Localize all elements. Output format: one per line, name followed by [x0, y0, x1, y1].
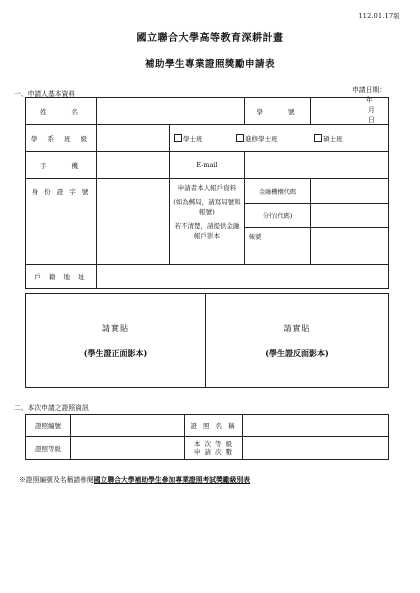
- version-label: 112.01.17版: [358, 12, 400, 20]
- account-number-field[interactable]: [311, 228, 389, 265]
- cert-level-field[interactable]: [71, 437, 185, 460]
- account-number-label: 帳號: [245, 228, 311, 265]
- apply-count-label-line1: 本 次 等 級: [193, 440, 234, 448]
- photo-back-caption: (學生證反面影本): [265, 347, 329, 358]
- cert-level-label: 證照等級: [26, 437, 71, 460]
- cert-name-field[interactable]: [243, 415, 389, 437]
- date-month-label: 月: [368, 106, 375, 114]
- date-day-label: 日: [368, 116, 375, 124]
- apply-count-label-line2: 申 請 次 數: [193, 448, 234, 456]
- certificate-table: [25, 414, 389, 460]
- name-field[interactable]: [97, 98, 245, 125]
- degree-options: [170, 125, 389, 152]
- bank-code-label: 金融機構代碼: [245, 179, 311, 204]
- student-id-label: 學 號: [245, 98, 311, 125]
- checkbox-icon[interactable]: [236, 134, 244, 142]
- student-id-field[interactable]: [311, 98, 389, 125]
- photo-back-area[interactable]: [206, 294, 389, 388]
- dept-label: 學 系 班 級: [26, 125, 97, 152]
- checkbox-icon[interactable]: [314, 134, 322, 142]
- form-title: 補助學生專業證照獎勵申請表: [144, 59, 275, 70]
- option-bachelor[interactable]: [174, 134, 234, 143]
- cert-no-field[interactable]: [71, 415, 185, 437]
- account-note-line1: 申請者本人帳戶資料: [177, 184, 237, 192]
- section2-heading: 二、本次申請之證照資訊: [14, 404, 89, 412]
- address-label: 戶 籍 地 址: [26, 265, 97, 289]
- option-label: 進修學士班: [245, 134, 278, 143]
- checkbox-icon[interactable]: [174, 134, 182, 142]
- photo-front-area[interactable]: [26, 294, 206, 388]
- photo-back-instruction: 請實貼: [283, 323, 311, 333]
- basic-info-table: [25, 97, 389, 289]
- date-year-label: 年: [366, 96, 373, 104]
- account-note: [170, 179, 245, 265]
- cert-name-label: 證 照 名 稱: [185, 415, 243, 437]
- branch-label: 分行(代碼): [245, 204, 311, 228]
- apply-count-label: [185, 437, 243, 460]
- email-label: E-mail: [170, 152, 245, 179]
- phone-label: 手 機: [26, 152, 97, 179]
- photo-front-caption: (學生證正面影本): [83, 347, 148, 358]
- id-number-field[interactable]: [97, 179, 170, 265]
- account-note-line2: (如為郵局，請寫局號和帳號): [173, 198, 241, 216]
- phone-field[interactable]: [97, 152, 170, 179]
- photo-front-instruction: 請實貼: [102, 323, 129, 333]
- option-continuing[interactable]: [236, 134, 312, 143]
- branch-field[interactable]: [311, 204, 389, 228]
- account-note-line3: 若不清楚，請提供金融帳戶影本: [174, 222, 240, 240]
- id-number-label: 身 份 證 字 號: [26, 179, 97, 265]
- footer-note: [19, 474, 250, 484]
- email-field[interactable]: [245, 152, 389, 179]
- bank-code-field[interactable]: [311, 179, 389, 204]
- option-master[interactable]: [314, 134, 343, 143]
- name-label: 姓 名: [26, 98, 97, 125]
- note-prefix: ※證照編號及名稱請參閱: [19, 476, 94, 484]
- apply-count-field[interactable]: [243, 437, 389, 460]
- page-title: 國立聯合大學高等教育深耕計畫: [136, 33, 284, 44]
- photo-table: [25, 293, 389, 388]
- option-label: 碩士班: [323, 134, 343, 143]
- address-field[interactable]: [97, 265, 389, 289]
- section1-heading: 一、申請人基本資料: [14, 90, 76, 98]
- date-label: 申請日期：: [352, 86, 386, 94]
- reward-level-table-link[interactable]: 國立聯合大學補助學生參加專業證照考試獎勵級別表: [93, 476, 251, 484]
- dept-field[interactable]: [97, 125, 170, 152]
- cert-no-label: 證照編號: [26, 415, 71, 437]
- option-label: 學士班: [183, 134, 203, 143]
